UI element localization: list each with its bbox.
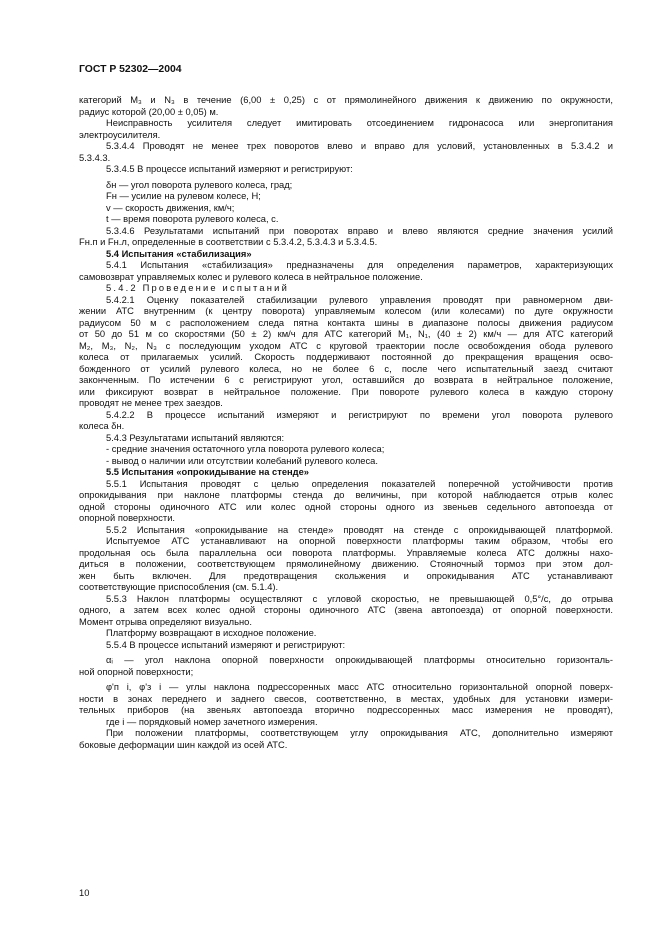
text-line: 5.3.4.4 Проводят не менее трех поворотов влево и вправо для условий, установленных в 5.3.4.2 и — [106, 141, 613, 151]
text-line: соответствующие приспособления (см. 5.1.4). — [79, 582, 279, 592]
text-line: δн — угол поворота рулевого колеса, град; — [106, 179, 293, 190]
text-line: Платформу возвращают в исходное положение. — [106, 628, 317, 638]
text-line: категорий М₃ и N₃ в течение (6,00 ± 0,25) с от прямолинейного движения к движению по окружности, — [79, 95, 613, 105]
text-line: Неисправность усилителя следует имитировать отсоединением гидронасоса или энергопитания — [106, 118, 613, 128]
text-line: проводят не менее трех заездов. — [79, 398, 223, 408]
text-line: 5.4 Испытания «стабилизация» — [106, 248, 252, 259]
text-line: 5.5.3 Наклон платформы осуществляют с угловой скоростью, не превышающей 0,5°/с, до отрыва — [106, 593, 613, 604]
text-line: тельных приборов (на звеньях автопоезда вторично подрессоренных масс измерения не проводят), — [79, 705, 613, 715]
text-line: одной стороны одиночного АТС или колес одной стороны одного из звеньев седельного автопоезда от — [79, 501, 613, 512]
text-line: - средние значения остаточного угла поворота рулевого колеса; — [106, 444, 385, 454]
document-body — [79, 95, 613, 751]
document-header: ГОСТ Р 52302—2004 — [79, 64, 182, 75]
text-line: самовозврат управляемых колес и рулевого колеса в нейтральное положение. — [79, 271, 423, 282]
text-line: t — время поворота рулевого колеса, с. — [106, 214, 279, 224]
text-line: v — скорость движения, км/ч; — [106, 202, 235, 213]
text-line: опорной поверхности. — [79, 513, 176, 523]
text-line: ности в зонах переднего и заднего свесов, соответственно, в местах, удобных для установки измери- — [79, 693, 613, 704]
text-line: М₂, М₃, N₂, N₃ с последующим уходом АТС с круговой траектории после освобождения обода рулевого — [79, 340, 613, 351]
text-line: опрокидывания при наклоне платформы стенда до величины, при которой наблюдается отрыв колес — [79, 490, 613, 500]
text-line: колеса δн. — [79, 421, 125, 431]
text-line: При положении платформы, соответствующем углу опрокидывания АТС, дополнительно измеряют — [106, 728, 613, 738]
text-line: радиусом 50 м с расположением следа пятна контакта шины в диапазоне полосы движения радиусом — [79, 317, 613, 328]
text-line: 5.4.2 Проведение испытаний — [106, 283, 289, 293]
text-line: от 50 до 51 м со скоростями (50 ± 2) км/ч для АТС категорий М₁, N₁, (40 ± 2) км/ч — для АТС категорий — [79, 329, 613, 339]
text-line: Fн — усилие на рулевом колесе, Н; — [106, 191, 261, 201]
text-line: 5.5.4 В процессе испытаний измеряют и регистрируют: — [106, 639, 346, 650]
text-line: колеса от прилагаемых усилий. Скорость поддерживают постоянной до прекращения вращения осво- — [79, 352, 613, 362]
document-page — [79, 64, 613, 751]
text-line: законченным. По истечении 6 с регистрируют угол, оставшийся до возврата в нейтральное положение, — [79, 375, 613, 385]
text-line: 5.4.2.1 Оценку показателей стабилизации рулевого управления проводят при равномерном дви- — [106, 294, 613, 305]
text-line: ной опорной поверхности; — [79, 666, 194, 677]
text-line: Момент отрыва определяют визуально. — [79, 616, 252, 627]
text-line: - вывод о наличии или отсутствии колебаний рулевого колеса. — [106, 455, 378, 466]
text-line: 5.3.4.6 Результатами испытаний при поворотах вправо и влево являются средние значения усилий — [106, 225, 613, 236]
text-line: Испытуемое АТС устанавливают на опорной поверхности платформы таким образом, чтобы его — [106, 536, 613, 546]
text-line: 5.3.4.5 В процессе испытаний измеряют и регистрируют: — [106, 164, 353, 174]
text-line: 5.3.4.3. — [79, 152, 111, 163]
text-line: 5.5.1 Испытания проводят с целью определения показателей поперечной устойчивости против — [106, 478, 613, 489]
text-line: продольная ось была параллельна оси поворота платформы. Управляемые колеса АТС должны нахо- — [79, 547, 613, 558]
text-line: одного, а затем всех колес одной стороны одиночного АТС (звена автопоезда) от опорной поверхности. — [79, 605, 613, 615]
text-line: радиус которой (20,00 ± 0,05) м. — [79, 106, 219, 117]
text-line: или фиксируют возврат в нейтральное положение. При повороте рулевого колеса в каждую сторону — [79, 386, 613, 397]
text-line: 5.5.2 Испытания «опрокидывание на стенде» проводят на стенде с опрокидывающей платформой. — [106, 524, 613, 535]
text-line: Fн.п и Fн.л, определенные в соответствии с 5.3.4.2, 5.3.4.3 и 5.3.4.5. — [79, 237, 378, 247]
text-line: электроусилителя. — [79, 129, 161, 140]
text-line: 5.4.3 Результатами испытаний являются: — [106, 432, 285, 443]
page-number: 10 — [79, 888, 90, 898]
text-line: 5.4.1 Испытания «стабилизация» предназначены для определения параметров, характеризующих — [106, 260, 613, 270]
text-line: божденного от усилий рулевого колеса, но не более 6 с, после чего испытательный заезд считают — [79, 363, 613, 374]
text-line: 5.5 Испытания «опрокидывание на стенде» — [106, 467, 309, 477]
text-line: диться в положении, соответствующем прямолинейному движению. Стояночный тормоз при этом дол- — [79, 559, 613, 569]
text-line: жен быть включен. Для предотвращения скольжения и опрокидывания АТС устанавливают — [79, 570, 613, 581]
text-line: 5.4.2.2 В процессе испытаний измеряют и регистрируют по времени угол поворота рулевого — [106, 409, 613, 420]
text-line: φ'п i, φ'з i — углы наклона подрессоренных масс АТС относительно горизонтальной опорной поверх- — [106, 682, 613, 692]
text-line: αᵢ — угол наклона опорной поверхности опрокидывающей платформы относительно горизонталь- — [106, 655, 613, 665]
text-line: жении АТС внутренним (к центру поворота) управляемым колесом (или колесами) по дуге окружности — [79, 306, 613, 316]
text-line: где i — порядковый номер зачетного измерения. — [106, 716, 318, 727]
text-line: боковые деформации шин каждой из осей АТС. — [79, 739, 288, 750]
